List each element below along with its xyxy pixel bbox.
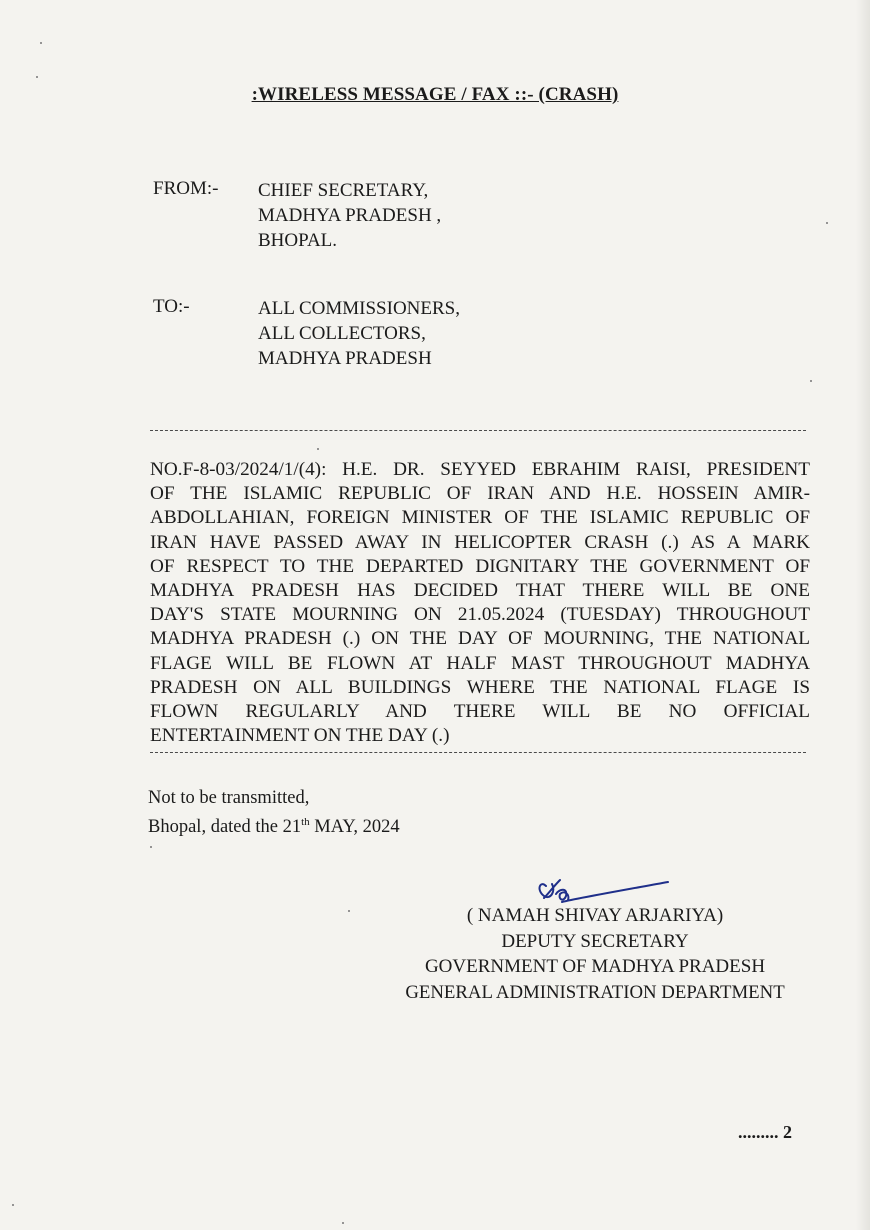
message-line: NO.F-8-03/2024/1/(4): H.E. DR. SEYYED EBRAHIM RAISI, PRESIDENT [150,459,810,480]
message-line: MADHYA PRADESH HAS DECIDED THAT THERE WILL BE ONE [150,580,810,602]
message-body [150,458,810,748]
message-line: MADHYA PRADESH (.) ON THE DAY OF MOURNING, THE NATIONAL [150,628,810,650]
not-transmitted-line: Not to be transmitted, [148,788,310,808]
from-label: FROM:- [153,178,219,199]
scan-speck [810,380,812,382]
scan-speck [342,1222,344,1224]
signatory-block [345,903,845,1005]
document-title: :WIRELESS MESSAGE / FAX ::- (CRASH) [251,84,619,105]
to-line: MADHYA PRADESH [258,348,432,369]
from-line: BHOPAL. [258,230,338,251]
date-prefix: Bhopal, dated the 21 [148,817,302,837]
to-line: ALL COLLECTORS, [258,323,426,344]
date-ordinal: th [301,816,310,828]
to-label: TO:- [153,296,190,317]
date-suffix: MAY, 2024 [309,817,400,837]
message-line: ENTERTAINMENT ON THE DAY (.) [150,725,450,747]
message-line: OF THE ISLAMIC REPUBLIC OF IRAN AND H.E. HOSSEIN AMIR- [150,483,810,505]
dashed-divider-bottom [150,752,806,753]
signatory-organisation: GOVERNMENT OF MADHYA PRADESH [424,956,766,977]
message-line: FLAGE WILL BE FLOWN AT HALF MAST THROUGHOUT MADHYA [150,652,810,674]
scan-speck [317,448,319,450]
to-line: ALL COMMISSIONERS, [258,298,460,319]
scan-speck [150,846,152,848]
dashed-divider-top [150,430,806,431]
transmission-note [148,786,400,839]
message-line: IRAN HAVE PASSED AWAY IN HELICOPTER CRASH (.) AS A MARK [150,531,810,553]
date-line [148,810,400,839]
message-line: DAY'S STATE MOURNING ON 21.05.2024 (TUESDAY) THROUGHOUT [150,604,810,626]
scan-speck [36,76,38,78]
signatory-department: GENERAL ADMINISTRATION DEPARTMENT [405,981,785,1003]
to-address [258,296,460,371]
from-address [258,178,441,253]
signatory-designation: DEPUTY SECRETARY [501,930,689,952]
scan-speck [40,42,42,44]
from-line: MADHYA PRADESH , [258,205,442,226]
scan-speck [826,222,828,224]
from-line: CHIEF SECRETARY, [258,180,429,201]
message-line: PRADESH ON ALL BUILDINGS WHERE THE NATIONAL FLAGE IS [150,676,810,698]
page-marker: ......... 2 [738,1122,792,1142]
signatory-name: ( NAMAH SHIVAY ARJARIYA) [466,905,724,926]
message-line: ABDOLLAHIAN, FOREIGN MINISTER OF THE ISLAMIC REPUBLIC OF [150,507,810,529]
message-line: OF RESPECT TO THE DEPARTED DIGNITARY THE GOVERNMENT OF [150,555,810,577]
paper-edge-shadow [856,0,870,1230]
message-line: FLOWN REGULARLY AND THERE WILL BE NO OFFICIAL [150,701,810,723]
scan-speck [12,1204,14,1206]
